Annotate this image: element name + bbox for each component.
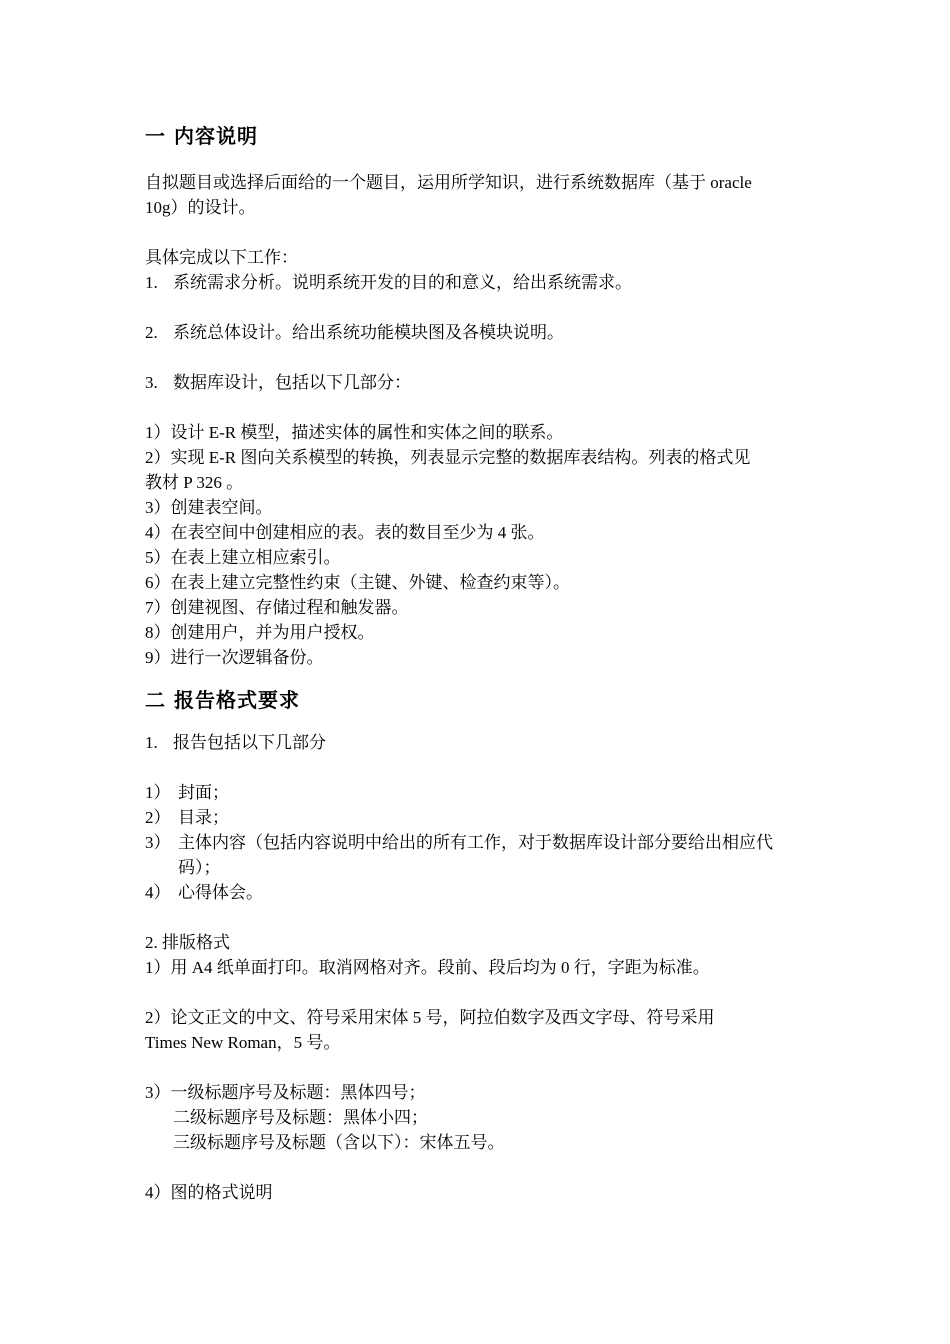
db-item: 4）在表空间中创建相应的表。表的数目至少为 4 张。 — [145, 523, 545, 542]
intro-paragraph-line2: 10g）的设计。 — [145, 198, 256, 217]
report-part-text: 主体内容（包括内容说明中给出的所有工作，对于数据库设计部分要给出相应代码）； — [178, 833, 773, 877]
report-part-text: 心得体会。 — [178, 883, 263, 902]
layout-item-3-line1: 3）一级标题序号及标题：黑体四号； — [145, 1083, 426, 1102]
db-item: 6）在表上建立完整性约束（主键、外键、检查约束等）。 — [145, 573, 570, 592]
task-number: 1. — [145, 273, 158, 292]
work-intro: 具体完成以下工作： — [145, 248, 298, 267]
layout-item-3-line3: 三级标题序号及标题（含以下）：宋体五号。 — [173, 1133, 505, 1152]
task-text: 系统需求分析。说明系统开发的目的和意义，给出系统需求。 — [173, 273, 632, 292]
report-intro — [145, 730, 813, 755]
task-item — [145, 320, 813, 345]
task-text: 数据库设计，包括以下几部分： — [173, 373, 411, 392]
report-part-text: 封面； — [178, 783, 229, 802]
db-item: 3）创建表空间。 — [145, 498, 273, 517]
intro-paragraph-line1: 自拟题目或选择后面给的一个题目，运用所学知识，进行系统数据库（基于 oracle — [145, 173, 752, 192]
report-part — [145, 780, 813, 805]
db-item: 5）在表上建立相应索引。 — [145, 548, 341, 567]
report-intro-text: 报告包括以下几部分 — [173, 733, 326, 752]
db-item: 7）创建视图、存储过程和触发器。 — [145, 598, 409, 617]
report-part — [145, 880, 813, 905]
report-part-number: 4） — [145, 883, 171, 902]
layout-item-1: 1）用 A4 纸单面打印。取消网格对齐。段前、段后均为 0 行，字距为标准。 — [145, 958, 710, 977]
task-number: 2. — [145, 323, 158, 342]
report-part — [145, 830, 813, 880]
task-item — [145, 370, 813, 395]
task-text: 系统总体设计。给出系统功能模块图及各模块说明。 — [173, 323, 564, 342]
layout-item-3-line2: 二级标题序号及标题：黑体小四； — [173, 1108, 428, 1127]
db-item: 教材 P 326 。 — [145, 473, 244, 492]
layout-item-2-line1: 2）论文正文的中文、符号采用宋体 5 号，阿拉伯数字及西文字母、符号采用 — [145, 1008, 715, 1027]
report-part-number: 2） — [145, 808, 171, 827]
report-part-text: 目录； — [178, 808, 229, 827]
report-part — [145, 805, 813, 830]
report-part-number: 1） — [145, 783, 171, 802]
db-item: 2）实现 E-R 图向关系模型的转换，列表显示完整的数据库表结构。列表的格式见 — [145, 448, 751, 467]
db-item: 8）创建用户，并为用户授权。 — [145, 623, 375, 642]
document-page — [145, 118, 813, 1205]
section-heading-report-format: 二 报告格式要求 — [145, 688, 300, 712]
db-item: 9）进行一次逻辑备份。 — [145, 648, 324, 667]
task-item — [145, 270, 813, 295]
report-part-number: 3） — [145, 833, 171, 852]
task-number: 3. — [145, 373, 158, 392]
report-intro-number: 1. — [145, 733, 158, 752]
section-heading-content: 一 内容说明 — [145, 124, 258, 148]
layout-title: 2. 排版格式 — [145, 933, 230, 952]
db-item: 1）设计 E-R 模型，描述实体的属性和实体之间的联系。 — [145, 423, 564, 442]
layout-item-4: 4）图的格式说明 — [145, 1183, 273, 1202]
layout-item-2-line2: Times New Roman，5 号。 — [145, 1033, 341, 1052]
